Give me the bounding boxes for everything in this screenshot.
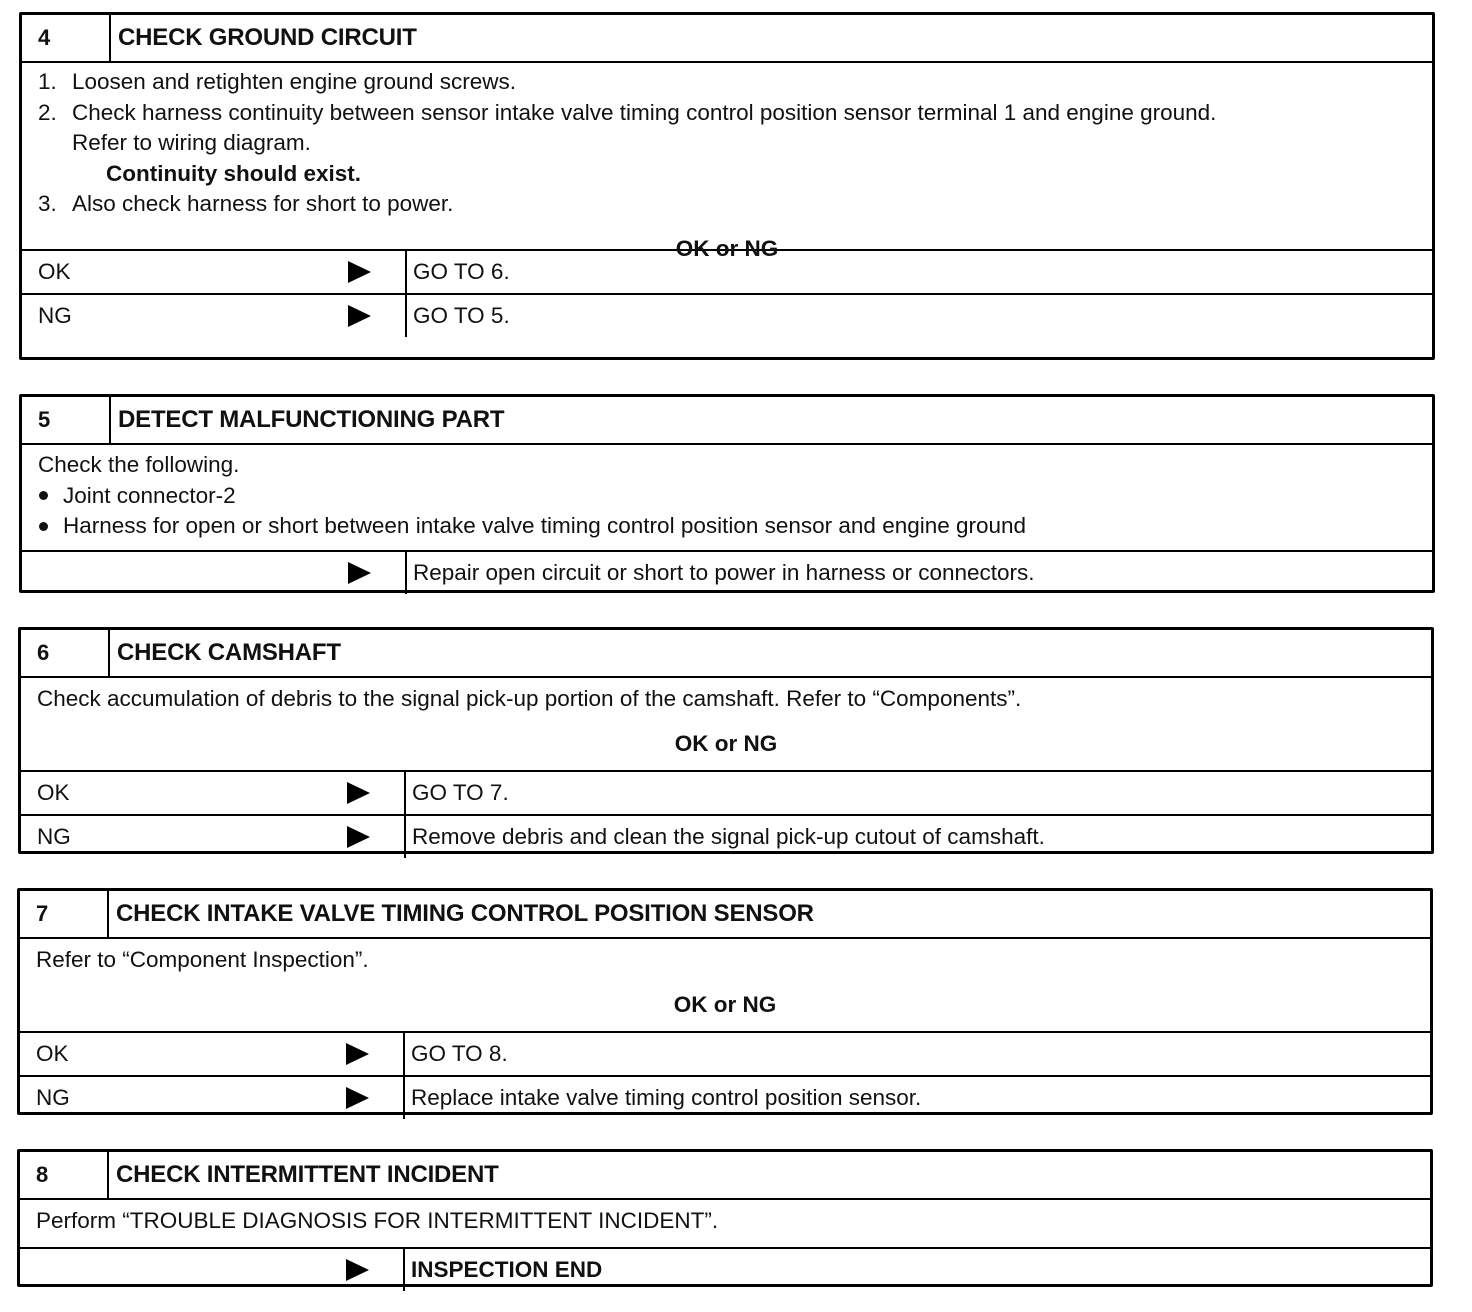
arrow-right-icon	[346, 1043, 369, 1065]
arrow-right-icon	[348, 261, 371, 283]
step-8-box	[17, 1149, 1433, 1287]
result-row-ng	[21, 814, 1431, 858]
result-action: Replace intake valve timing control position sensor.	[411, 1085, 922, 1110]
step-body	[20, 939, 1430, 1031]
result-action: GO TO 6.	[413, 259, 510, 284]
arrow-right-icon	[348, 305, 371, 327]
result-row-ok	[21, 770, 1431, 814]
ok-or-ng-label: OK or NG	[675, 235, 779, 261]
result-action: Repair open circuit or short to power in harness or connectors.	[413, 560, 1035, 585]
step-title: CHECK INTERMITTENT INCIDENT	[116, 1161, 499, 1188]
arrow-right-icon	[348, 562, 371, 584]
result-action: GO TO 7.	[412, 780, 509, 805]
step-intro: Refer to “Component Inspection”.	[36, 947, 369, 972]
arrow-right-icon	[346, 1087, 369, 1109]
instruction-item: 1. Loosen and retighten engine ground screws.	[38, 69, 517, 94]
bullet-icon	[39, 491, 48, 500]
instruction-item: 2. Check harness continuity between sensor intake valve timing control position sensor terminal 1 and engine ground.	[38, 99, 1217, 125]
result-row-ng	[22, 293, 1432, 337]
step-body	[20, 1200, 1430, 1247]
step-intro: Perform “TROUBLE DIAGNOSIS FOR INTERMITTENT INCIDENT”.	[36, 1208, 719, 1233]
step-header	[20, 891, 1430, 939]
instruction-emphasis: Continuity should exist.	[106, 160, 362, 186]
result-action: GO TO 5.	[413, 303, 510, 328]
result-row	[20, 1247, 1430, 1291]
step-header	[21, 630, 1431, 678]
step-number: 5	[22, 397, 111, 443]
result-label: OK	[38, 259, 71, 284]
result-label: NG	[37, 824, 71, 849]
step-header	[20, 1152, 1430, 1200]
step-6-box	[18, 627, 1434, 854]
arrow-right-icon	[346, 1259, 369, 1281]
step-7-box	[17, 888, 1433, 1115]
result-label: NG	[36, 1085, 70, 1110]
result-label: NG	[38, 303, 72, 328]
step-intro: Check the following.	[38, 452, 240, 477]
step-4-box	[19, 12, 1435, 360]
result-row	[22, 550, 1432, 594]
result-action: INSPECTION END	[411, 1257, 603, 1282]
result-action: GO TO 8.	[411, 1041, 508, 1066]
step-title: CHECK GROUND CIRCUIT	[118, 24, 417, 51]
step-intro: Check accumulation of debris to the signal pick-up portion of the camshaft. Refer to “Components”.	[37, 686, 1022, 711]
instruction-item: 3. Also check harness for short to power.	[38, 191, 454, 216]
arrow-right-icon	[347, 826, 370, 848]
step-title: CHECK CAMSHAFT	[117, 639, 341, 666]
result-label: OK	[36, 1041, 69, 1066]
arrow-right-icon	[347, 782, 370, 804]
bullet-item: Joint connector-2	[38, 481, 1416, 512]
step-number: 4	[22, 15, 111, 61]
result-row-ok	[20, 1031, 1430, 1075]
bullet-item: Harness for open or short between intake valve timing control position sensor and engine ground	[38, 511, 1416, 542]
step-title: CHECK INTAKE VALVE TIMING CONTROL POSITION SENSOR	[116, 900, 814, 927]
result-label: OK	[37, 780, 70, 805]
ok-or-ng-label: OK or NG	[674, 730, 778, 756]
step-number: 8	[20, 1152, 109, 1198]
step-5-box	[19, 394, 1435, 593]
step-number: 6	[21, 630, 110, 676]
result-action: Remove debris and clean the signal pick-up cutout of camshaft.	[412, 824, 1045, 849]
ok-or-ng-label: OK or NG	[673, 991, 777, 1017]
step-number: 7	[20, 891, 109, 937]
step-body	[21, 678, 1431, 770]
step-header	[22, 397, 1432, 445]
step-body	[22, 445, 1432, 550]
result-row-ng	[20, 1075, 1430, 1119]
instruction-continuation: Refer to wiring diagram.	[72, 130, 311, 155]
bullet-icon	[39, 522, 48, 531]
step-title: DETECT MALFUNCTIONING PART	[118, 406, 505, 433]
step-body	[22, 63, 1432, 261]
step-header	[22, 15, 1432, 63]
